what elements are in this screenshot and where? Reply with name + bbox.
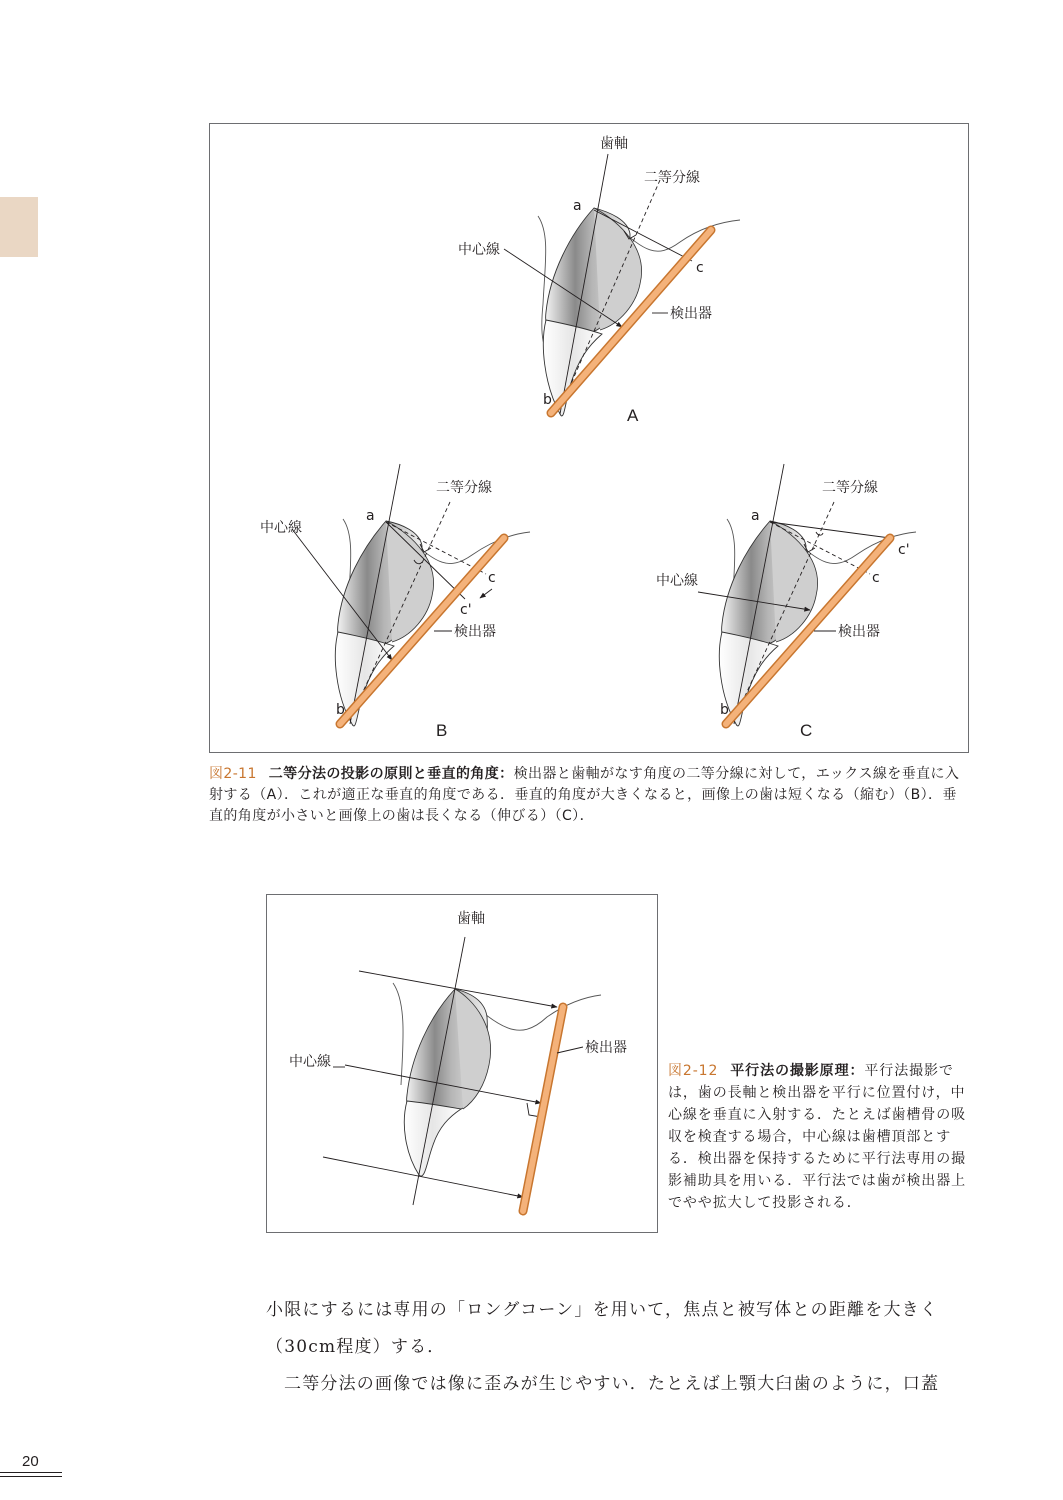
page-number: 20: [22, 1453, 39, 1470]
label-point-a: a: [573, 198, 582, 214]
label-central-ray: 中心線: [656, 573, 698, 589]
panel-a: [458, 135, 740, 425]
label-point-b: b: [720, 702, 729, 718]
label-point-c-prime: c': [898, 542, 910, 558]
label-detector: 検出器: [585, 1040, 627, 1056]
label-point-b: b: [336, 702, 345, 718]
label-point-a: a: [366, 508, 375, 524]
caption-title: 二等分法の投影の原則と垂直的角度：: [268, 766, 514, 782]
detector-leader: [557, 1047, 583, 1053]
panel-c: [656, 464, 916, 740]
panel-b: [260, 464, 530, 740]
panel-letter-c: C: [800, 721, 813, 740]
label-point-c: c: [488, 570, 496, 586]
caption-number: 図2-12: [668, 1063, 719, 1079]
label-point-a: a: [751, 508, 760, 524]
figure-2-11: [209, 123, 969, 753]
label-bisector: 二等分線: [436, 480, 492, 496]
label-central-ray: 中心線: [289, 1054, 331, 1070]
label-bisector: 二等分線: [822, 480, 878, 496]
figure-2-11-caption: [209, 764, 967, 827]
gum-outline: [393, 983, 403, 1085]
detector: [523, 1007, 563, 1211]
label-detector: 検出器: [838, 624, 880, 640]
body-paragraph: 二等分法の画像では像に歪みが生じやすい．たとえば上顎大臼歯のように，口蓋: [284, 1374, 940, 1394]
tooth-crown: [404, 1101, 461, 1176]
label-point-c-prime: c': [460, 602, 472, 618]
label-central-ray: 中心線: [260, 520, 302, 536]
figure-2-12-drawing: [267, 895, 657, 1232]
label-point-c: c: [872, 570, 880, 586]
panel-letter-a: A: [627, 406, 639, 425]
c-prime-arrow: [480, 589, 492, 598]
figure-2-12-caption: [668, 1060, 968, 1214]
label-bisector: 二等分線: [644, 170, 700, 186]
caption-text: 検出器と歯軸がなす角度の二等分線に対して，エックス線を垂直に入射する（A）．これが適正な垂直的角度である．垂直的角度が大きくなると，画像上の歯は短くなる（縮む）（B）．垂直的角度が小さいと画像上の歯は長くなる（伸びる）（C）．: [209, 766, 960, 824]
footer-rule: [0, 1472, 62, 1473]
label-tooth-axis: 歯軸: [457, 911, 485, 927]
footer-rule: [0, 1476, 62, 1477]
label-detector: 検出器: [670, 306, 712, 322]
figure-2-12: [266, 894, 658, 1233]
caption-title: 平行法の撮影原理：: [730, 1063, 865, 1079]
chapter-tab: [0, 197, 38, 257]
label-tooth-axis: 歯軸: [600, 136, 628, 152]
label-point-c: c: [696, 260, 704, 276]
label-point-b: b: [543, 392, 552, 408]
body-paragraph: 小限にするには専用の「ロングコーン」を用いて，焦点と被写体との距離を大きく（30cm程度）する．: [266, 1300, 939, 1357]
panel-letter-b: B: [436, 721, 448, 740]
label-detector: 検出器: [454, 624, 496, 640]
caption-number: 図2-11: [209, 766, 257, 782]
label-central-ray: 中心線: [458, 242, 500, 258]
figure-2-11-drawing: [210, 124, 968, 752]
caption-text: 平行法撮影では，歯の長軸と検出器を平行に位置付け，中心線を垂直に入射する．たとえば歯槽骨の吸収を検査する場合，中心線は歯槽頂部とする．検出器を保持するために平行法専用の撮影補助具を用いる．平行法では歯が検出器上でやや拡大して投影される．: [668, 1063, 966, 1211]
angle-arc: [816, 532, 823, 535]
